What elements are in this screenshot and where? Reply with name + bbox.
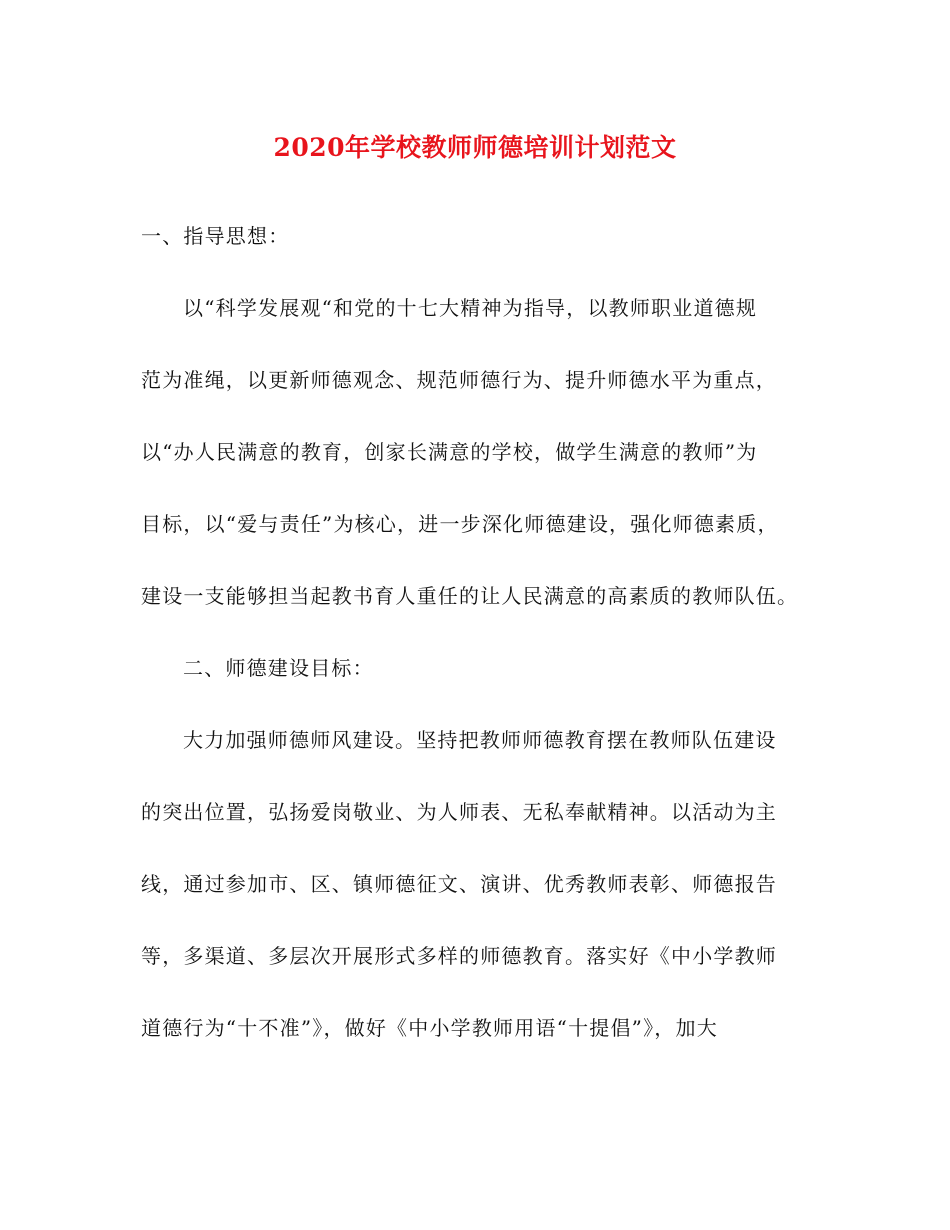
paragraph-line: 大力加强师德师风建设。坚持把教师师德教育摆在教师队伍建设 [183,728,777,752]
paragraph-line: 的突出位置，弘扬爱岗敬业、为人师表、无私奉献精神。以活动为主 [141,800,777,824]
paragraph-line: 等，多渠道、多层次开展形式多样的师德教育。落实好《中小学教师 [141,944,777,968]
paragraph-line: 道德行为“十不准”》，做好《中小学教师用语“十提倡”》，加大 [141,1016,718,1040]
paragraph-line: 目标，以“爱与责任”为核心，进一步深化师德建设，强化师德素质， [141,512,779,536]
paragraph-line: 以“科学发展观“和党的十七大精神为指导，以教师职业道德规 [183,296,758,320]
document-title: 2020年学校教师师德培训计划范文 [273,133,677,162]
paragraph-line: 线，通过参加市、区、镇师德征文、演讲、优秀教师表彰、师德报告 [141,872,777,896]
paragraph-line: 范为准绳，以更新师德观念、规范师德行为、提升师德水平为重点， [141,368,777,392]
section-heading-ethics-goals: 二、师德建设目标： [183,656,374,680]
paragraph-line: 建设一支能够担当起教书育人重任的让人民满意的高素质的教师队伍。 [141,584,799,608]
paragraph-line: 以“办人民满意的教育，创家长满意的学校，做学生满意的教师”为 [141,440,758,464]
section-heading-guiding-ideology: 一、指导思想： [141,224,290,248]
